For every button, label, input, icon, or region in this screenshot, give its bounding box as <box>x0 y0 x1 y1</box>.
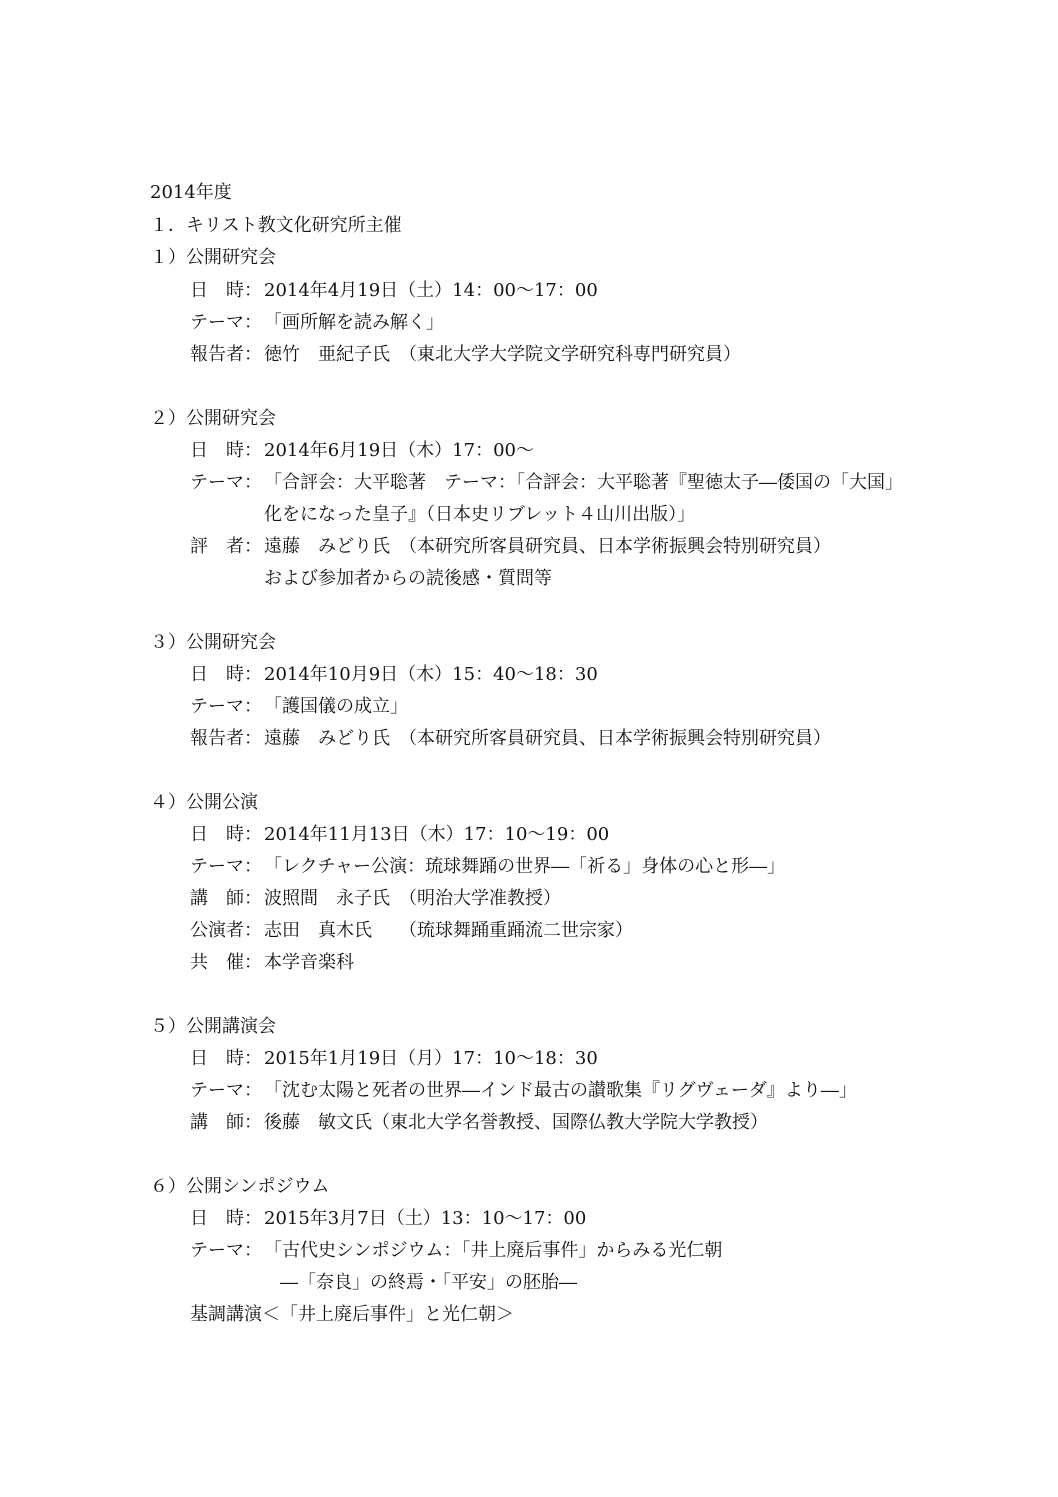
event-row <box>190 1050 598 1068</box>
event-row <box>190 730 831 748</box>
row-value: 2014年11月13日（木）17：10～19：00 <box>264 824 610 845</box>
event-row <box>190 890 561 908</box>
row-label: 日 時： <box>190 824 262 845</box>
event-row <box>190 922 633 940</box>
row-label: 共 催： <box>190 952 262 973</box>
row-label: 日 時： <box>190 1208 262 1229</box>
row-label: テーマ： <box>190 856 262 877</box>
row-value: 「沈む太陽と死者の世界―インド最古の讃歌集『リグヴェーダ』より―」 <box>264 1080 857 1101</box>
row-value: 「護国儀の成立」 <box>264 696 408 717</box>
event-heading: ５）公開講演会 <box>150 1016 276 1037</box>
row-value: 2015年1月19日（月）17：10～18：30 <box>264 1048 598 1069</box>
row-value: 「画所解を読み解く」 <box>264 312 444 333</box>
row-label: 日 時： <box>190 664 262 685</box>
event-heading: ６）公開シンポジウム <box>150 1176 330 1197</box>
row-value: 2014年6月19日（木）17：00～ <box>264 440 534 461</box>
row-value: 「合評会：大平聡著 テーマ：「合評会：大平聡著『聖徳太子―倭国の「大国」 <box>264 472 903 493</box>
row-value: 遠藤 みどり氏 （本研究所客員研究員、日本学術振興会特別研究員） <box>264 728 831 749</box>
row-value: 志田 真木氏 （琉球舞踊重踊流二世宗家） <box>264 920 633 941</box>
row-value: 「古代史シンポジウム：「井上廃后事件」からみる光仁朝 <box>264 1240 723 1261</box>
event-row <box>190 282 598 300</box>
row-label: 日 時： <box>190 440 262 461</box>
row-value: 遠藤 みどり氏 （本研究所客員研究員、日本学術振興会特別研究員） <box>264 536 831 557</box>
row-value: 後藤 敏文氏（東北大学名誉教授、国際仏教大学院大学教授） <box>264 1112 768 1133</box>
row-label: 日 時： <box>190 1048 262 1069</box>
row-label: 講 師： <box>190 888 262 909</box>
row-label: テーマ： <box>190 696 262 717</box>
event-row <box>190 538 831 556</box>
event-row <box>190 314 444 332</box>
event-row-continuation: 化をになった皇子』（日本史リブレット４山川出版）」 <box>264 504 696 525</box>
event-row <box>190 954 354 972</box>
row-value: 2014年10月9日（木）15：40～18：30 <box>264 664 598 685</box>
row-label: 評 者： <box>190 536 262 557</box>
row-value: 本学音楽科 <box>264 952 354 973</box>
event-row-continuation: および参加者からの読後感・質問等 <box>264 568 552 589</box>
event-row <box>190 346 741 364</box>
event-row-continuation: ―「奈良」の終焉・「平安」の胚胎― <box>280 1272 577 1293</box>
row-label: 報告者： <box>190 728 262 749</box>
event-row <box>190 1114 768 1132</box>
section-heading: １．キリスト教文化研究所主催 <box>150 215 402 236</box>
event-row <box>190 666 598 684</box>
event-heading: ２）公開研究会 <box>150 408 276 429</box>
row-label: 報告者： <box>190 344 262 365</box>
event-row <box>190 858 785 876</box>
row-label: テーマ： <box>190 1240 262 1261</box>
row-label: 日 時： <box>190 280 262 301</box>
event-row <box>190 698 408 716</box>
row-value: 徳竹 亜紀子氏 （東北大学大学院文学研究科専門研究員） <box>264 344 741 365</box>
event-heading: ３）公開研究会 <box>150 632 276 653</box>
row-label: テーマ： <box>190 472 262 493</box>
row-label: テーマ： <box>190 312 262 333</box>
event-row <box>190 826 609 844</box>
event-heading: ４）公開公演 <box>150 792 258 813</box>
row-label: テーマ： <box>190 1080 262 1101</box>
row-value: 「レクチャー公演：琉球舞踊の世界―「祈る」身体の心と形―」 <box>264 856 786 877</box>
row-value: 波照間 永子氏 （明治大学准教授） <box>264 888 561 909</box>
event-row-continuation: 基調講演＜「井上廃后事件」と光仁朝＞ <box>190 1304 514 1325</box>
event-row <box>190 442 534 460</box>
event-row <box>190 474 903 492</box>
event-heading: １）公開研究会 <box>150 247 276 268</box>
row-value: 2014年4月19日（土）14：00～17：00 <box>264 280 598 301</box>
event-row <box>190 1242 722 1260</box>
row-label: 講 師： <box>190 1112 262 1133</box>
row-label: 公演者： <box>190 920 262 941</box>
year-heading: 2014年度 <box>150 182 232 203</box>
event-row <box>190 1210 586 1228</box>
row-value: 2015年3月7日（土）13：10～17：00 <box>264 1208 587 1229</box>
event-row <box>190 1082 857 1100</box>
